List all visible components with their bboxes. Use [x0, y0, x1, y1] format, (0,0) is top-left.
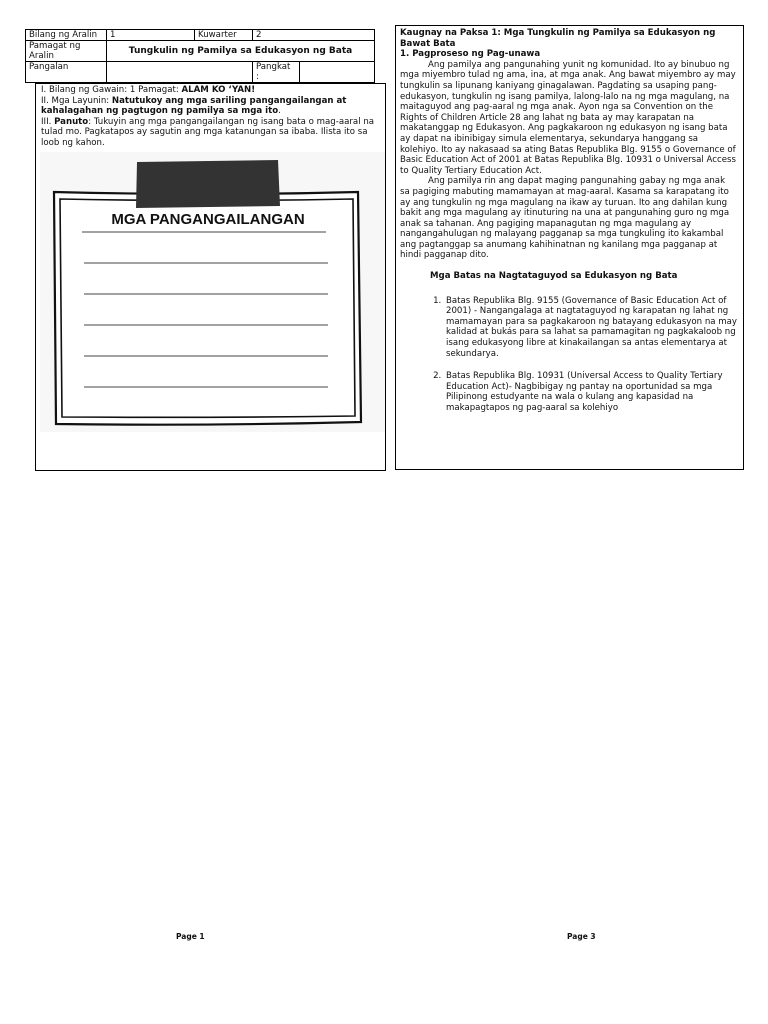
paragraph-2: Ang pamilya rin ang dapat maging pangunahing gabay ng mga anak sa pagiging mabuting mamamayan at mag-aaral. Kasama sa karapatang ito ay ang tungkulin ng mga magulang na ikaw ay turuan. Ito ang dahilan kung bakit ang mga magulang ay itinuturing na una at pangunahing guro ng mga anak sa tahanan. Ang pagiging mapanagutan ng mga magulang ay nangangahulugan ng malayang pagganap sa mga tungkuling ito kakambal ang pagtanggap sa anumang kahihinatnan ng kanilang mga pagganap at hindi pagganap dito.: [400, 176, 730, 261]
activity-number-label: I. Bilang ng Gawain: 1 Pamagat:: [41, 85, 182, 95]
tape-strip: [136, 160, 280, 208]
needs-board-illustration: [40, 152, 385, 432]
law-item: 1. Batas Republika Blg. 9155 (Governance of Basic Education Act of 2001) - Nangangalaga at nagtataguyod ng karapatan ng lahat ng mamamayan para sa pagkakaroon ng batayang edukasyon na may kalidad at bukás para sa lahat sa pamamagitan ng pagkakaloob ng isang edukasyong libre at kinakailangan sa antas elementarya at sekundarya.: [444, 296, 737, 360]
page-number-left: Page 1: [176, 932, 205, 941]
law-item: 2. Batas Republika Blg. 10931 (Universal Access to Quality Tertiary Education Act)- Nagbibigay ng pantay na oportunidad sa mga Pilipinong estudyante na wala o kulang ang kapasidad na makapagtapos ng pag-aaral sa kolehiyo: [444, 371, 737, 413]
objectives-text: Natutukoy ang mga sariling pangangailangan at kahalagahan ng pagtugon ng pamilya sa mga ito: [41, 95, 347, 116]
objectives-period: .: [278, 106, 281, 116]
lesson-title: Tungkulin ng Pamilya sa Edukasyon ng Bata: [107, 41, 375, 62]
topic-title: Kaugnay na Paksa 1: Mga Tungkulin ng Pamilya sa Edukasyon ng Bawat Bata: [400, 28, 716, 49]
objectives-label: II. Mga Layunin:: [41, 95, 112, 106]
kuwarter-label: Kuwarter: [195, 30, 253, 41]
pamagat-label: Pamagat ng Aralin: [26, 41, 107, 62]
directions-label: Panuto: [54, 116, 89, 127]
paragraph-1: Ang pamilya ang pangunahing yunit ng komunidad. Ito ay binubuo ng mga miyembro tulad ng ama, ina, at mga anak. Ang bawat miyembro ay may tungkulin sa lipunang kaniyang ginagalawan. Pagdating sa usaping pang-edukasyon, tungkulin ng isang pamilya, lalong-lalo na ng mga magulang, na maitaguyod ang pag-aaral ng mga anak. Ayon nga sa Convention on the Rights of Children Article 28 ang lahat ng bata ay may karapatan na makatanggap ng Edukasyon. Ang pagkakaroon ng edukasyon ng isang bata ay dapat na ibinibigay simula elementarya, sekundarya hanggang sa kolehiyo. Ito ay nakasaad sa ating Batas Republika Blg. 9155 o Governance of Basic Education Act of 2001 at Batas Republika Blg. 10931 o Universal Access to Quality Tertiary Education Act.: [400, 59, 736, 176]
directions-text: : Tukuyin ang mga pangangailangan ng isang bata o mag-aaral na tulad mo. Pagkatapos ay sagutin ang mga katanungan sa ibaba. Ilista ito sa loob ng kahon.: [41, 116, 375, 148]
laws-title: Mga Batas na Nagtataguyod sa Edukasyon ng Bata: [430, 271, 678, 282]
pangalan-field[interactable]: [107, 62, 253, 83]
laws-list: [400, 296, 737, 414]
reading-content: [400, 28, 737, 426]
activity-title: ALAM KO ‘YAN!: [181, 85, 256, 95]
pangkat-field[interactable]: [300, 62, 375, 83]
kuwarter-value: 2: [253, 30, 375, 41]
lesson-header-table: [25, 29, 375, 83]
directions-number: III.: [41, 116, 55, 127]
pangalan-label: Pangalan: [26, 62, 107, 83]
bilang-label: Bilang ng Aralin: [26, 30, 107, 41]
page-number-right: Page 3: [567, 932, 596, 941]
bilang-value: 1: [107, 30, 195, 41]
board-title: MGA PANGANGAILANGAN: [111, 211, 305, 228]
activity-instructions: [41, 85, 381, 148]
pangkat-label: Pangkat :: [253, 62, 300, 83]
section-title: 1. Pagproseso ng Pag-unawa: [400, 49, 541, 60]
